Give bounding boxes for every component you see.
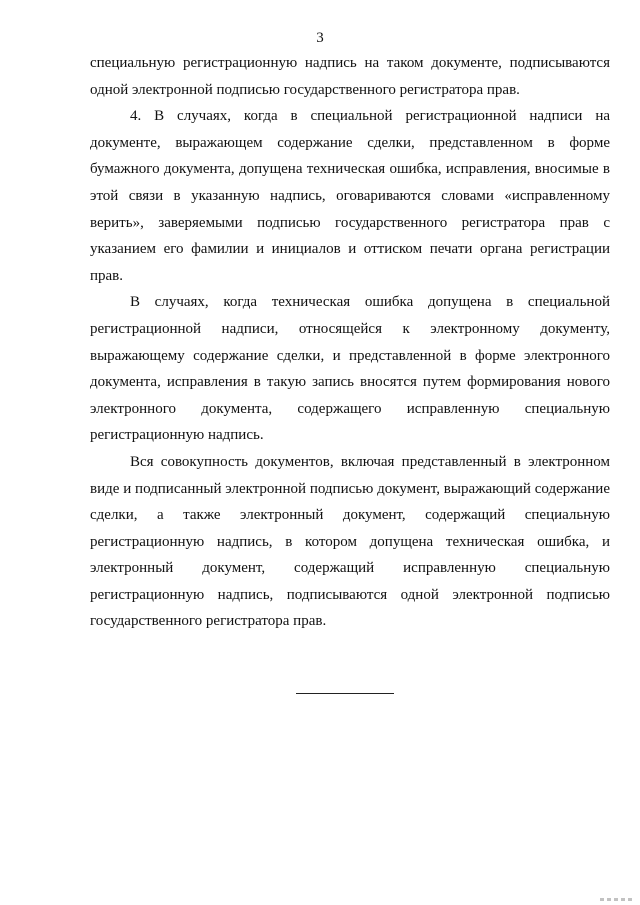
- paragraph-item-4: 4. В случаях, когда в специальной регистрационной надписи на документе, выражающем содержание сделки, представленном в форме бумажного документа, допущена техническая ошибка, исправления, вносимые в этой связи в указанную надпись, оговариваются словами «исправленному верить», заверяемыми подписью государственного регистратора прав с указанием его фамилии и инициалов и оттиском печати органа регистрации прав.: [90, 108, 610, 284]
- paragraph-electronic-error: В случаях, когда техническая ошибка допущена в специальной регистрационной надписи, относящейся к электронному документу, выражающему содержание сделки, и представленной в форме электронного документа, исправления в такую запись вносятся путем формирования нового электронного документа, содержащего исправленную специальную регистрационную надпись.: [90, 294, 610, 444]
- document-body: [90, 50, 610, 635]
- paragraph-document-set: Вся совокупность документов, включая представленный в электронном виде и подписанный электронной подписью документ, выражающий содержание сделки, а также электронный документ, содержащий специальную регистрационную надпись, в котором допущена техническая ошибка, и электронный документ, содержащий исправленную специальную регистрационную надпись, подписываются одной электронной подписью государственного регистратора прав.: [90, 453, 610, 630]
- paragraph-continuation: специальную регистрационную надпись на таком документе, подписываются одной электронной подписью государственного регистратора прав.: [90, 55, 610, 98]
- page-number: 3: [316, 30, 324, 46]
- scan-edge-mark: [600, 898, 634, 901]
- end-separator-line: [296, 693, 394, 694]
